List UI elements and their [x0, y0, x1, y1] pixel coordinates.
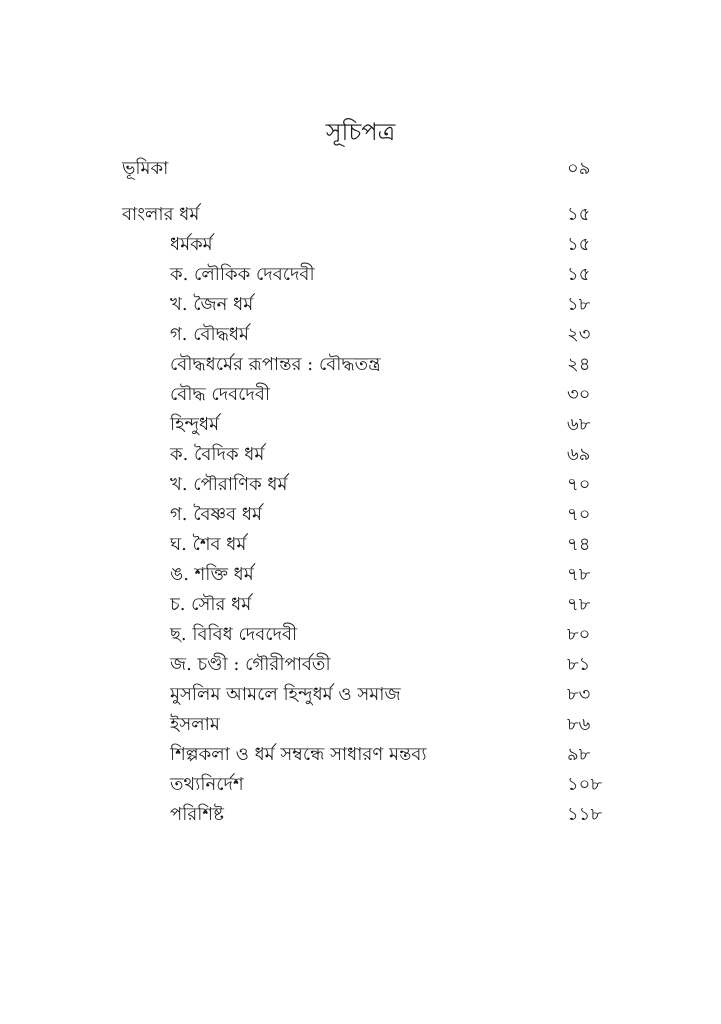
toc-entry-page: ২৪	[567, 354, 591, 375]
toc-entry	[0, 590, 721, 620]
toc-entry-page: ১০৮	[567, 774, 603, 795]
toc-entry	[0, 740, 721, 770]
toc-entry-page: ৮৬	[567, 714, 591, 735]
toc-entry-page: ৬৮	[567, 414, 591, 435]
toc-entry-page: ০৯	[567, 158, 591, 179]
toc-entry-page: ৭০	[567, 504, 591, 525]
toc-entry	[0, 410, 721, 440]
toc-entry	[0, 680, 721, 710]
toc-entry	[0, 620, 721, 650]
toc-entry-label: ঘ. শৈব ধর্ম	[170, 534, 247, 555]
toc-entry	[0, 230, 721, 260]
toc-entry	[0, 650, 721, 680]
toc-entry-page: ১১৮	[567, 804, 603, 825]
toc-entry-label: বাংলার ধর্ম	[122, 204, 200, 225]
toc-entry-label: খ. পৌরাণিক ধর্ম	[170, 474, 288, 495]
toc-entry-page: ৮১	[567, 654, 591, 675]
toc-entry-label: ক. বৈদিক ধর্ম	[170, 444, 265, 465]
toc-entry	[0, 350, 721, 380]
toc-entry-label: ভূমিকা	[122, 158, 169, 179]
toc-entry-label: বৌদ্ধধর্মের রূপান্তর : বৌদ্ধতন্ত্র	[170, 354, 381, 375]
toc-entry-page: ৮৩	[567, 684, 591, 705]
toc-entry-label: শিল্পকলা ও ধর্ম সম্বন্ধে সাধারণ মন্তব্য	[170, 744, 427, 765]
toc-entry-label: গ. বৈষ্ণব ধর্ম	[170, 504, 262, 525]
toc-entry-label: ক. লৌকিক দেবদেবী	[170, 264, 315, 285]
toc-entry	[0, 320, 721, 350]
toc-entry-page: ১৮	[567, 294, 591, 315]
toc-entry-page: ৭৮	[567, 564, 591, 585]
toc-entry-page: ৯৮	[567, 744, 591, 765]
toc-entry-label: পরিশিষ্ট	[170, 804, 224, 825]
toc-entry	[0, 260, 721, 290]
toc-entry	[0, 500, 721, 530]
page-title: সূচিপত্র	[325, 118, 396, 146]
toc-entry	[0, 530, 721, 560]
toc-entry	[0, 440, 721, 470]
toc-entry-page: ১৫	[567, 204, 591, 225]
toc-entry	[0, 770, 721, 800]
toc-entry-label: জ. চণ্ডী : গৌরীপার্বতী	[170, 654, 331, 675]
toc-entry	[0, 154, 721, 184]
toc-entry-page: ৬৯	[567, 444, 591, 465]
toc-entry-label: ঙ. শক্তি ধর্ম	[170, 564, 254, 585]
toc-entry-label: বৌদ্ধ দেবদেবী	[170, 384, 271, 405]
toc-entry-page: ১৫	[567, 264, 591, 285]
toc-entry-label: হিন্দুধর্ম	[170, 414, 220, 435]
toc-entry-label: চ. সৌর ধর্ম	[170, 594, 252, 615]
toc-entry-page: ২৩	[567, 324, 591, 345]
toc-entry	[0, 560, 721, 590]
toc-entry-page: ৭৮	[567, 594, 591, 615]
toc-entry-page: ৩০	[567, 384, 591, 405]
toc-entry	[0, 800, 721, 830]
toc-entry	[0, 380, 721, 410]
toc-entry-page: ৭০	[567, 474, 591, 495]
toc-entry-label: তথ্যনির্দেশ	[170, 774, 244, 795]
toc-entry	[0, 200, 721, 230]
toc-entry-page: ৮০	[567, 624, 591, 645]
toc-entry-label: গ. বৌদ্ধধর্ম	[170, 324, 249, 345]
toc-entry-page: ৭৪	[567, 534, 591, 555]
toc-entry-label: খ. জৈন ধর্ম	[170, 294, 254, 315]
toc-entry-page: ১৫	[567, 234, 591, 255]
toc-entry-label: ছ. বিবিধ দেবদেবী	[170, 624, 298, 645]
toc-entry-label: ধর্মকর্ম	[170, 234, 213, 255]
toc-entry-label: মুসলিম আমলে হিন্দুধর্ম ও সমাজ	[170, 684, 401, 705]
toc-entry	[0, 710, 721, 740]
toc-entry	[0, 290, 721, 320]
toc-entry-label: ইসলাম	[170, 714, 220, 735]
toc-entry	[0, 470, 721, 500]
